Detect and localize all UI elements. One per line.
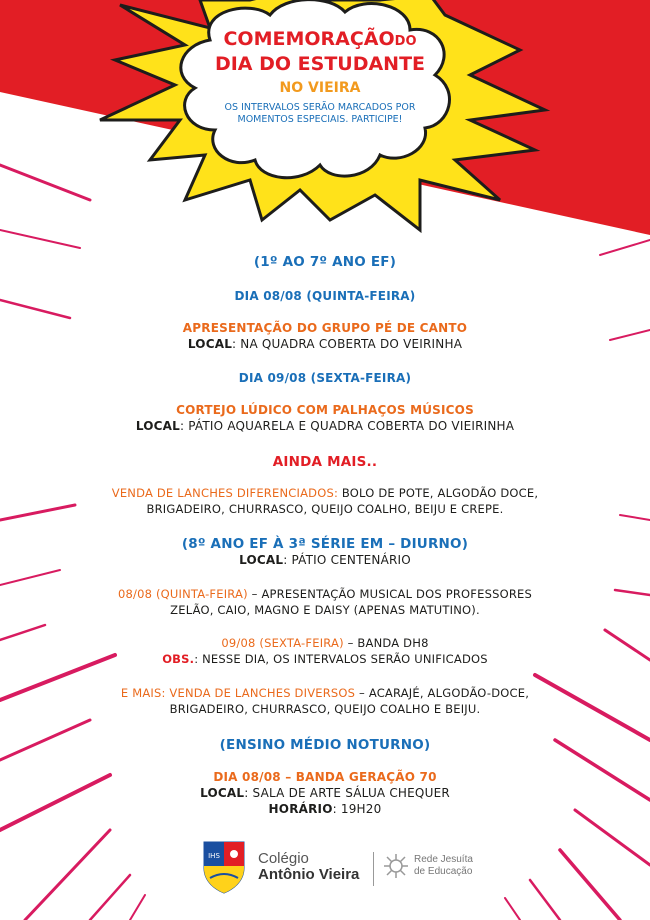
school-name-line1: Colégio xyxy=(258,850,309,867)
section2-heading: (8º ANO EF À 3ª SÉRIE EM – DIURNO) xyxy=(181,536,469,552)
day2-value: – BANDA DH8 xyxy=(343,636,429,650)
snacks-label: VENDA DE LANCHES DIFERENCIADOS: xyxy=(111,486,339,500)
svg-text:IHS: IHS xyxy=(208,852,220,860)
day2-label: 09/08 (SEXTA-FEIRA) xyxy=(221,636,344,650)
section3-time xyxy=(0,802,650,816)
title-main-text: COMEMORAÇÃO xyxy=(223,28,395,50)
section1-snacks-line2: BRIGADEIRO, CHURRASCO, QUEIJO COALHO, BEIJU E CREPE. xyxy=(146,502,504,516)
network-logo-icon xyxy=(382,852,410,880)
section1-day1-event: APRESENTAÇÃO DO GRUPO PÉ DE CANTO xyxy=(182,321,468,335)
local-value: : PÁTIO CENTENÁRIO xyxy=(283,553,411,567)
section1-day1-heading: DIA 08/08 (QUINTA-FEIRA) xyxy=(234,289,416,303)
section2-more-line2: BRIGADEIRO, CHURRASCO, QUEIJO COALHO E BEIJU. xyxy=(169,702,481,716)
local-label: LOCAL xyxy=(200,786,245,800)
local-value: : SALA DE ARTE SÁLUA CHEQUER xyxy=(244,786,450,800)
title-line-1 xyxy=(200,28,440,50)
section1-day2-local xyxy=(0,419,650,433)
section3-event: DIA 08/08 – BANDA GERAÇÃO 70 xyxy=(213,770,437,784)
local-label: LOCAL xyxy=(187,337,233,351)
section2-obs xyxy=(0,652,650,666)
obs-label: OBS. xyxy=(162,652,195,666)
snacks-value: BOLO DE POTE, ALGODÃO DOCE, xyxy=(338,486,539,500)
day1-label: 08/08 (QUINTA-FEIRA) xyxy=(117,587,248,601)
title-line-2: DIA DO ESTUDANTE xyxy=(214,53,426,75)
more-value: – ACARAJÉ, ALGODÃO-DOCE, xyxy=(355,686,530,700)
network-name-line1: Rede Jesuíta xyxy=(414,854,473,865)
school-name-line2: Antônio Vieira xyxy=(258,866,360,883)
title-small-text: DO xyxy=(394,34,417,49)
footer-logos xyxy=(200,840,490,896)
time-label: HORÁRIO xyxy=(268,802,333,816)
day1-value: – APRESENTAÇÃO MUSICAL DOS PROFESSORES xyxy=(247,587,532,601)
local-value: : NA QUADRA COBERTA DO VEIRINHA xyxy=(232,337,463,351)
school-crest-icon xyxy=(202,840,246,894)
section3-heading: (ENSINO MÉDIO NOTURNO) xyxy=(219,737,431,753)
description: OS INTERVALOS SERÃO MARCADOS POR MOMENTOS ESPECIAIS. PARTICIPE! xyxy=(224,102,416,125)
section1-snacks-line1 xyxy=(0,486,650,500)
obs-value: : NESSE DIA, OS INTERVALOS SERÃO UNIFICADOS xyxy=(194,652,488,666)
section3-local xyxy=(0,786,650,800)
network-name-line2: de Educação xyxy=(414,866,473,877)
local-label: LOCAL xyxy=(135,419,180,433)
section2-day2 xyxy=(0,636,650,650)
subtitle: NO VIEIRA xyxy=(279,80,361,96)
section2-day1-line2: ZELÃO, CAIO, MAGNO E DAISY (APENAS MATUTINO). xyxy=(170,603,480,617)
local-value: : PÁTIO AQUARELA E QUADRA COBERTA DO VIEIRINHA xyxy=(179,419,515,433)
section1-day2-heading: DIA 09/08 (SEXTA-FEIRA) xyxy=(238,371,412,385)
section2-day1-line1 xyxy=(0,587,650,601)
more-label: E MAIS: VENDA DE LANCHES DIVERSOS xyxy=(120,686,356,700)
time-value: : 19H20 xyxy=(332,802,382,816)
section2-more-line1 xyxy=(0,686,650,700)
section1-day1-local xyxy=(0,337,650,351)
footer-divider xyxy=(373,852,374,886)
local-label: LOCAL xyxy=(239,553,284,567)
section2-local xyxy=(0,553,650,567)
section1-heading: (1º AO 7º ANO EF) xyxy=(253,254,397,270)
section1-more-heading: AINDA MAIS.. xyxy=(272,454,378,470)
section1-day2-event: CORTEJO LÚDICO COM PALHAÇOS MÚSICOS xyxy=(176,403,474,417)
